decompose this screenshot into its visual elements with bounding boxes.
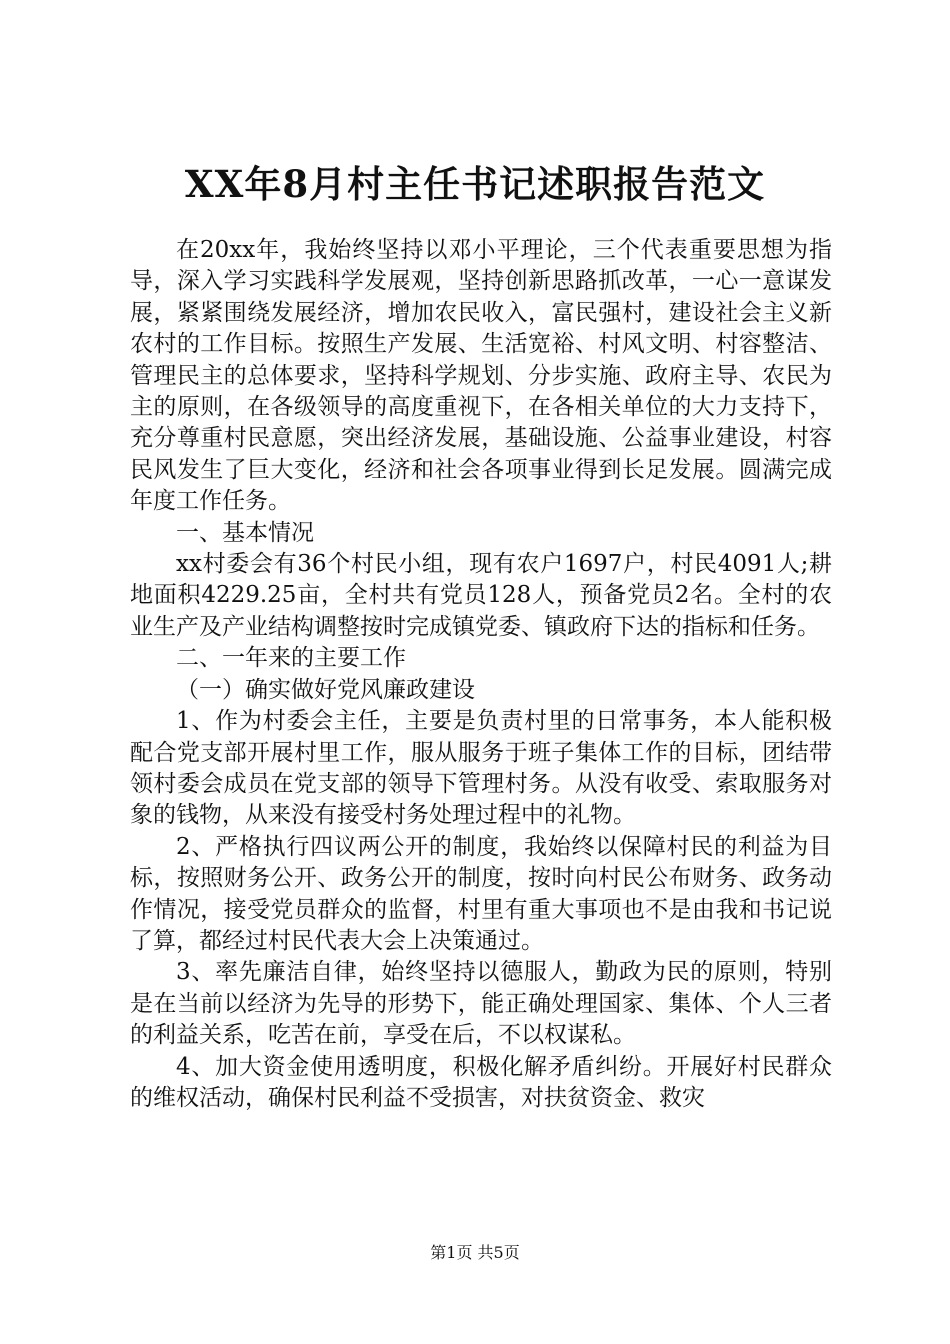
document-body bbox=[130, 235, 832, 1114]
work-item-paragraph-2: 2、严格执行四议两公开的制度，我始终以保障村民的利益为目标，按照财务公开、政务公开的制度，按时向村民公布财务、政务动作情况，接受党员群众的监督，村里有重大事项也不是由我和书记说了算，都经过村民代表大会上决策通过。 bbox=[130, 833, 832, 954]
basic-situation-paragraph: xx村委会有36个村民小组，现有农户1697户，村民4091人;耕地面积4229.25亩，全村共有党员128人，预备党员2名。全村的农业生产及产业结构调整按时完成镇党委、镇政府下达的指标和任务。 bbox=[130, 551, 832, 640]
page-number-footer: 第1页 共5页 bbox=[430, 1243, 520, 1262]
section-heading-main-work: 二、一年来的主要工作 bbox=[176, 645, 406, 672]
document-title: XX年8月村主任书记述职报告范文 bbox=[184, 162, 766, 206]
work-item-paragraph-4: 4、加大资金使用透明度，积极化解矛盾纠纷。开展好村民群众的维权活动，确保村民利益不受损害，对扶贫资金、救灾 bbox=[130, 1053, 832, 1111]
subsection-heading-integrity: （一）确实做好党风廉政建设 bbox=[176, 676, 475, 703]
work-item-paragraph-3: 3、率先廉洁自律，始终坚持以德服人，勤政为民的原则，特别是在当前以经济为先导的形势下，能正确处理国家、集体、个人三者的利益关系，吃苦在前，享受在后，不以权谋私。 bbox=[130, 959, 832, 1049]
intro-paragraph: 在20xx年，我始终坚持以邓小平理论，三个代表重要思想为指导，深入学习实践科学发展观，坚持创新思路抓改革，一心一意谋发展，紧紧围绕发展经济，增加农民收入，富民强村，建设社会主义新农村的工作目标。按照生产发展、生活宽裕、村风文明、村容整洁、管理民主的总体要求，坚持科学规划、分步实施、政府主导、农民为主的原则，在各级领导的高度重视下，在各相关单位的大力支持下，充分尊重村民意愿，突出经济发展，基础设施、公益事业建设，村容民风发生了巨大变化，经济和社会各项事业得到长足发展。圆满完成年度工作任务。 bbox=[130, 237, 832, 515]
work-item-paragraph-1: 1、作为村委会主任，主要是负责村里的日常事务，本人能积极配合党支部开展村里工作，服从服务于班子集体工作的目标，团结带领村委会成员在党支部的领导下管理村务。从没有收受、索取服务对象的钱物，从来没有接受村务处理过程中的礼物。 bbox=[130, 708, 832, 829]
section-heading-basic-situation: 一、基本情况 bbox=[176, 519, 314, 546]
